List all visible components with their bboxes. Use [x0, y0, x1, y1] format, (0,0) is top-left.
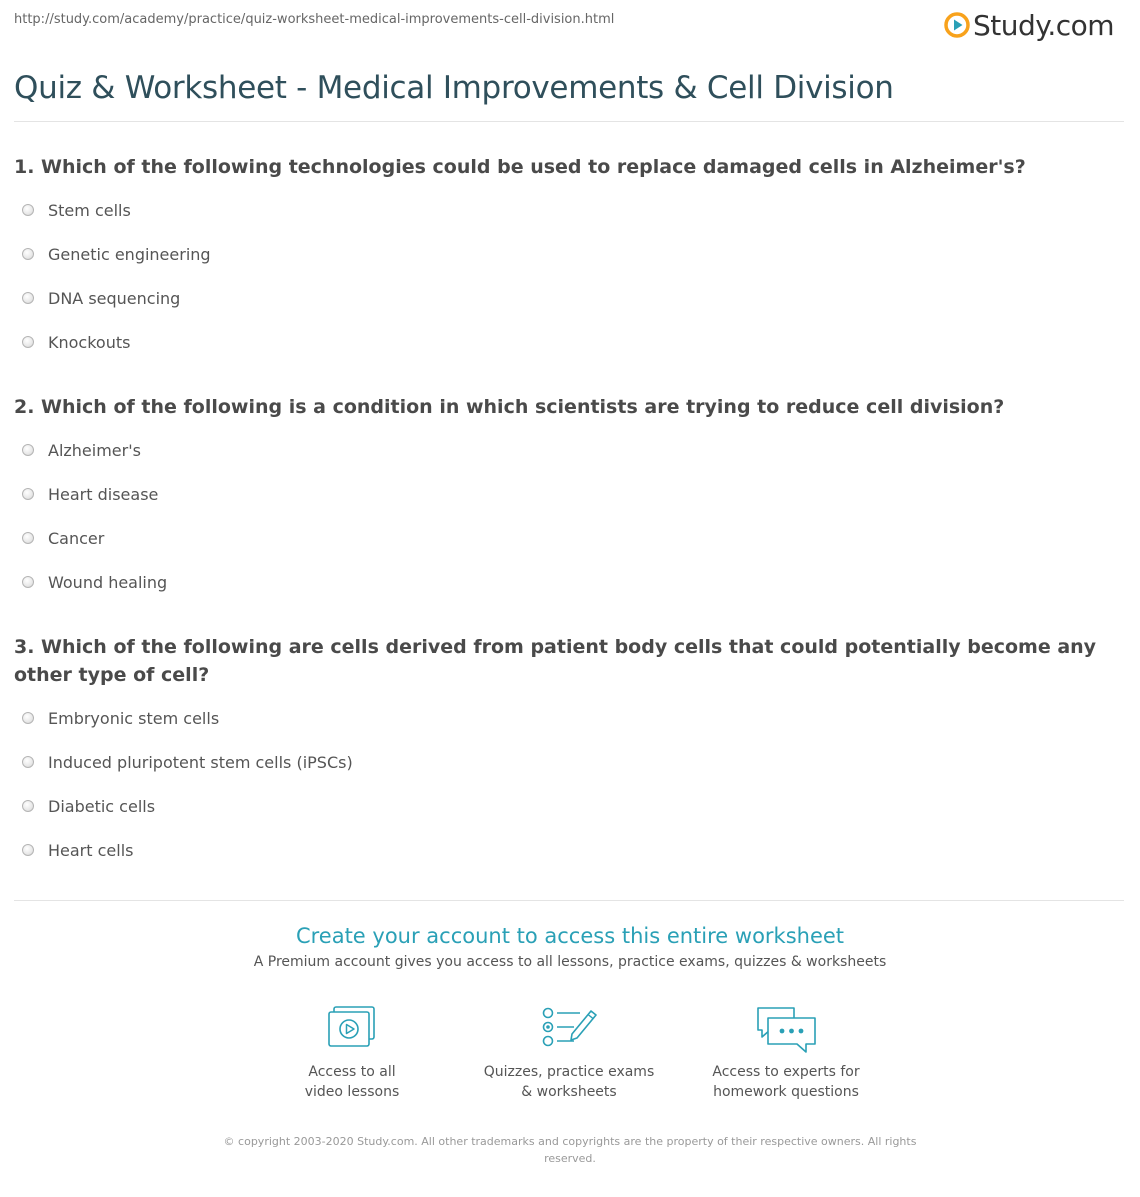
- option-label: Cancer: [48, 528, 105, 548]
- option-label: Wound healing: [48, 572, 168, 592]
- feature-label: [691, 1062, 881, 1102]
- answer-option[interactable]: [22, 571, 167, 593]
- feature-experts: [691, 1004, 881, 1102]
- video-lessons-icon: [325, 1004, 379, 1050]
- option-label: Induced pluripotent stem cells (iPSCs): [48, 752, 353, 772]
- radio-button[interactable]: [22, 488, 34, 500]
- feature-label-line1: Quizzes, practice exams: [483, 1064, 655, 1080]
- copyright-line1: © copyright 2003-2020 Study.com. All other trademarks and copyrights are the property of their respective owners. All rights: [223, 1135, 917, 1148]
- answer-option[interactable]: [22, 287, 180, 309]
- radio-button[interactable]: [22, 800, 34, 812]
- cta-divider: [14, 900, 1124, 901]
- answer-option[interactable]: [22, 483, 158, 505]
- play-logo-icon: [944, 12, 970, 38]
- feature-label: [474, 1062, 664, 1102]
- feature-label-line2: video lessons: [304, 1084, 400, 1100]
- feature-label-line1: Access to all: [308, 1064, 396, 1080]
- option-label: DNA sequencing: [48, 288, 181, 308]
- answer-option[interactable]: [22, 439, 141, 461]
- option-label: Knockouts: [48, 332, 131, 352]
- radio-button[interactable]: [22, 204, 34, 216]
- answer-option[interactable]: [22, 527, 104, 549]
- question-text: 3. Which of the following are cells derived from patient body cells that could potentially become any other type of cell?: [14, 636, 1097, 686]
- option-label: Heart disease: [48, 484, 159, 504]
- page-url: http://study.com/academy/practice/quiz-worksheet-medical-improvements-cell-division.html: [14, 12, 615, 27]
- header-divider: [14, 121, 1124, 122]
- option-label: Alzheimer's: [48, 440, 141, 460]
- question-text: 1. Which of the following technologies could be used to replace damaged cells in Alzheimer's?: [14, 156, 1026, 178]
- cta-heading[interactable]: Create your account to access this entire worksheet: [295, 924, 845, 948]
- radio-button[interactable]: [22, 532, 34, 544]
- answer-option[interactable]: [22, 751, 353, 773]
- answer-option[interactable]: [22, 199, 131, 221]
- page-title: Quiz & Worksheet - Medical Improvements & Cell Division: [14, 70, 894, 106]
- radio-button[interactable]: [22, 576, 34, 588]
- feature-quizzes: [474, 1004, 664, 1102]
- study-logo[interactable]: [944, 7, 1114, 43]
- answer-option[interactable]: [22, 707, 219, 729]
- option-label: Diabetic cells: [48, 796, 156, 816]
- feature-label-line2: homework questions: [713, 1084, 859, 1100]
- answer-option[interactable]: [22, 839, 133, 861]
- copyright-notice: [210, 1133, 930, 1167]
- option-label: Heart cells: [48, 840, 134, 860]
- radio-button[interactable]: [22, 444, 34, 456]
- quiz-checklist-icon: [540, 1004, 598, 1050]
- answer-option[interactable]: [22, 243, 211, 265]
- feature-video-lessons: [257, 1004, 447, 1102]
- radio-button[interactable]: [22, 248, 34, 260]
- feature-label-line2: & worksheets: [521, 1084, 617, 1100]
- option-label: Genetic engineering: [48, 244, 211, 264]
- answer-option[interactable]: [22, 795, 155, 817]
- radio-button[interactable]: [22, 844, 34, 856]
- chat-bubbles-icon: [754, 1004, 818, 1056]
- answer-option[interactable]: [22, 331, 130, 353]
- copyright-line2: reserved.: [544, 1152, 596, 1165]
- option-label: Stem cells: [48, 200, 131, 220]
- logo-text: Study.com: [973, 8, 1115, 42]
- radio-button[interactable]: [22, 336, 34, 348]
- feature-label-line1: Access to experts for: [712, 1064, 860, 1080]
- cta-subheading: A Premium account gives you access to all lessons, practice exams, quizzes & worksheets: [253, 954, 887, 970]
- option-label: Embryonic stem cells: [48, 708, 220, 728]
- feature-label: [257, 1062, 447, 1102]
- radio-button[interactable]: [22, 712, 34, 724]
- question-text: 2. Which of the following is a condition in which scientists are trying to reduce cell division?: [14, 396, 1005, 418]
- radio-button[interactable]: [22, 292, 34, 304]
- radio-button[interactable]: [22, 756, 34, 768]
